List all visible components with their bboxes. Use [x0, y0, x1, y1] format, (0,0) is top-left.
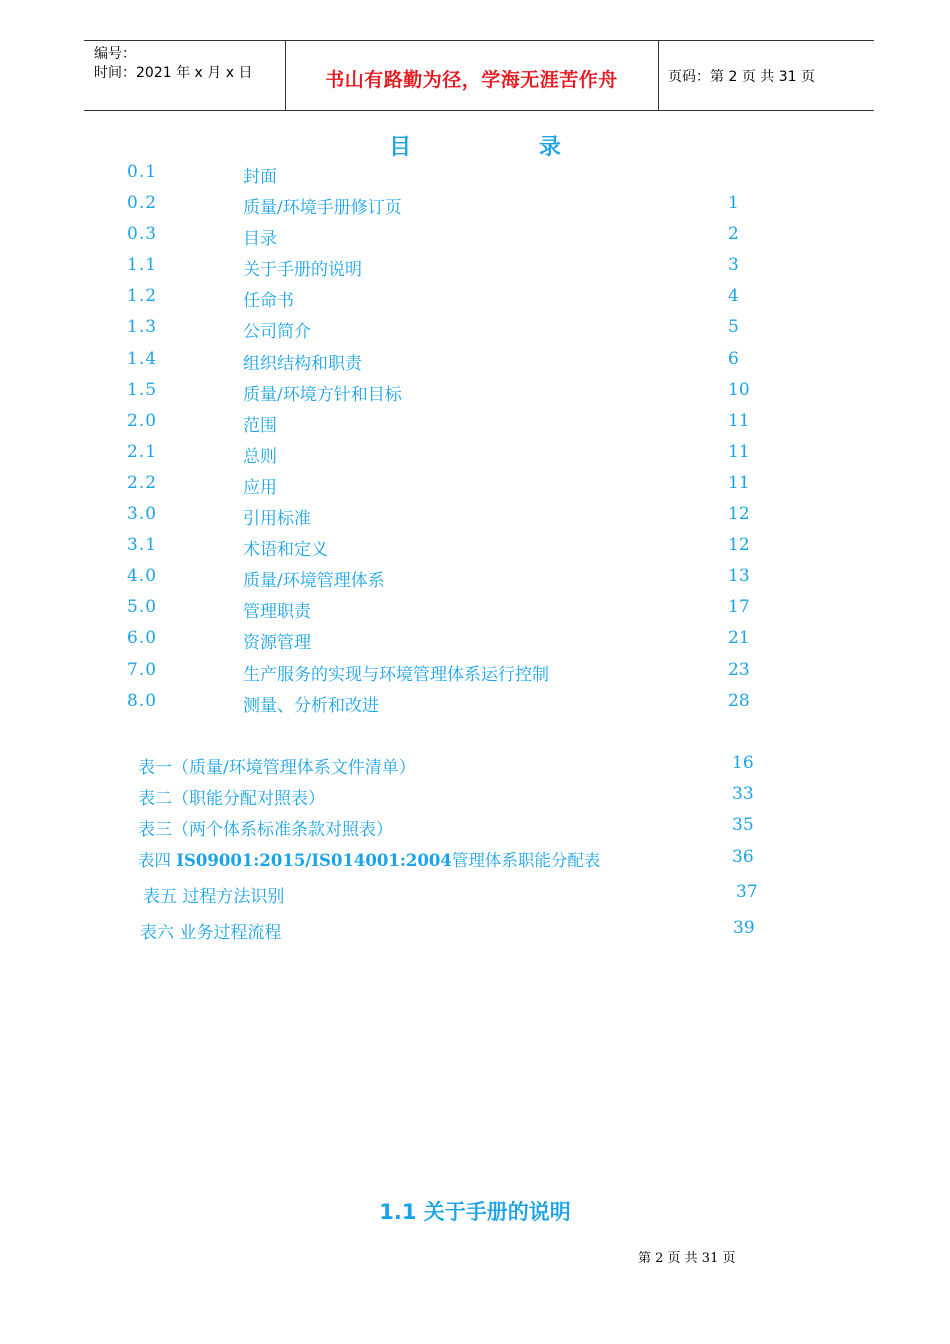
toc-entry-title: 封面: [243, 167, 277, 187]
toc-entry[interactable]: [0, 157, 950, 188]
toc-entry-number: 0.1: [127, 162, 158, 182]
toc-entry-page: 4: [728, 286, 739, 307]
toc-entry-number: 0.2: [127, 193, 158, 214]
page-header: [84, 40, 874, 111]
toc-entry-number: 1.4: [127, 348, 158, 369]
toc-entry-title: 资源管理: [243, 633, 311, 654]
toc-entry-page: 23: [728, 659, 750, 680]
toc-entry-page: 6: [728, 348, 739, 369]
appendix-table-title: 表三（两个体系标准条款对照表）: [138, 820, 393, 841]
appendix-table-entry[interactable]: [0, 913, 950, 944]
toc-entry-page: 11: [728, 472, 750, 493]
toc-entry-title: 管理职责: [243, 602, 311, 623]
appendix-table-page: 37: [736, 881, 758, 902]
toc-entry[interactable]: [0, 375, 950, 406]
toc-entry[interactable]: [0, 312, 950, 343]
toc-entry-number: 2.0: [127, 410, 158, 431]
appendix-table-entry[interactable]: [0, 877, 950, 913]
appendix-table-title: 表一（质量/环境管理体系文件清单）: [138, 758, 416, 778]
toc-entry-number: 2.1: [127, 441, 158, 462]
toc-entry-page: 3: [728, 255, 739, 276]
toc-entry[interactable]: [0, 188, 950, 219]
toc-entry-number: 3.1: [127, 535, 158, 556]
toc-entry[interactable]: [0, 468, 950, 499]
toc-entry[interactable]: [0, 655, 950, 686]
toc-entry-page: 17: [728, 597, 750, 618]
standard-code: IS09001:2015/IS014001:2004: [176, 850, 452, 870]
toc-entry-title: 引用标准: [243, 509, 311, 530]
toc-entry-number: 1.1: [127, 255, 158, 276]
toc-entry-title: 应用: [243, 477, 277, 498]
toc-entry[interactable]: [0, 437, 950, 468]
toc-entry-title: 关于手册的说明: [243, 260, 362, 281]
appendix-table-entry[interactable]: [0, 779, 950, 810]
toc-entry-title: 目录: [243, 229, 277, 250]
toc-entry[interactable]: [0, 686, 950, 717]
appendix-table-title: [138, 847, 600, 871]
toc-entry-title: 生产服务的实现与环境管理体系运行控制: [243, 664, 549, 685]
toc-entry[interactable]: [0, 344, 950, 375]
header-divider: [658, 41, 659, 110]
toc-entry-page: 21: [728, 628, 750, 649]
toc-entry-title: 质量/环境手册修订页: [243, 198, 402, 219]
toc-entry-number: 8.0: [127, 690, 158, 711]
toc-entry-title: 范围: [243, 415, 277, 436]
appendix-table-list: [0, 748, 950, 944]
toc-entry-number: 5.0: [127, 597, 158, 618]
toc-entry[interactable]: [0, 406, 950, 437]
toc-entry[interactable]: [0, 281, 950, 312]
toc-entry-page: 12: [728, 504, 750, 525]
appendix-table-page: 35: [732, 815, 754, 836]
toc-entry-page: 28: [728, 690, 750, 711]
appendix-table-title-prefix: 表四: [138, 850, 177, 870]
appendix-table-page: 36: [732, 846, 754, 867]
toc-entry-page: 13: [728, 566, 750, 587]
document-time-label: 时间：2021 年 x 月 x 日: [94, 65, 253, 81]
toc-entry[interactable]: [0, 623, 950, 654]
toc-entry-number: 4.0: [127, 566, 158, 587]
toc-entry-title: 术语和定义: [243, 540, 328, 561]
section-heading: 1.1 关于手册的说明: [379, 1200, 571, 1224]
toc-entry-title: 质量/环境管理体系: [243, 571, 385, 592]
appendix-table-page: 16: [732, 753, 754, 773]
appendix-table-title: 表二（职能分配对照表）: [138, 789, 325, 810]
toc-entry[interactable]: [0, 499, 950, 530]
appendix-table-entry[interactable]: [0, 842, 950, 873]
toc-entry-title: 任命书: [243, 291, 294, 312]
header-page-number: 页码：第 2 页 共 31 页: [668, 69, 815, 85]
toc-entry-page: 2: [728, 224, 739, 245]
toc-entry-number: 7.0: [127, 659, 158, 680]
toc-entry-title: 公司简介: [243, 322, 311, 343]
toc-entry[interactable]: [0, 250, 950, 281]
document-number-label: 编号：: [94, 46, 136, 62]
toc-entry-page: 1: [728, 193, 739, 214]
toc-entry[interactable]: [0, 219, 950, 250]
appendix-table-title: 表五 过程方法识别: [143, 886, 285, 907]
appendix-table-entry[interactable]: [0, 810, 950, 841]
toc-entry-page: 5: [728, 317, 739, 338]
toc-entry-title: 测量、分析和改进: [243, 695, 379, 716]
toc-entry-number: 2.2: [127, 472, 158, 493]
toc-entry[interactable]: [0, 592, 950, 623]
toc-entry[interactable]: [0, 530, 950, 561]
toc-entry-page: 11: [728, 441, 750, 462]
toc-entry-title: 组织结构和职责: [243, 353, 362, 374]
toc-entry-number: 1.5: [127, 379, 158, 400]
header-slogan: 书山有路勤为径，学海无涯苦作舟: [325, 69, 618, 91]
appendix-table-entry[interactable]: [0, 748, 950, 779]
toc-entry-title: 质量/环境方针和目标: [243, 384, 402, 405]
appendix-table-title-suffix: 管理体系职能分配表: [451, 850, 601, 870]
appendix-table-title: 表六 业务过程流程: [140, 922, 282, 943]
page-footer: 第 2 页 共 31 页: [638, 1251, 736, 1266]
toc-entry-title: 总则: [243, 446, 277, 467]
toc-title: 目 录: [389, 135, 621, 160]
header-meta: [94, 45, 252, 83]
toc-entry-page: 12: [728, 535, 750, 556]
toc-entry-number: 0.3: [127, 224, 158, 245]
toc-entry-page: 11: [728, 410, 750, 431]
toc-entry-number: 3.0: [127, 504, 158, 525]
appendix-table-page: 33: [732, 784, 754, 805]
toc-entry-page: 10: [728, 379, 750, 400]
table-of-contents: [0, 157, 950, 717]
toc-entry-number: 1.2: [127, 286, 158, 307]
toc-entry-number: 6.0: [127, 628, 158, 649]
toc-entry[interactable]: [0, 561, 950, 592]
toc-entry-number: 1.3: [127, 317, 158, 338]
appendix-table-page: 39: [733, 917, 755, 938]
